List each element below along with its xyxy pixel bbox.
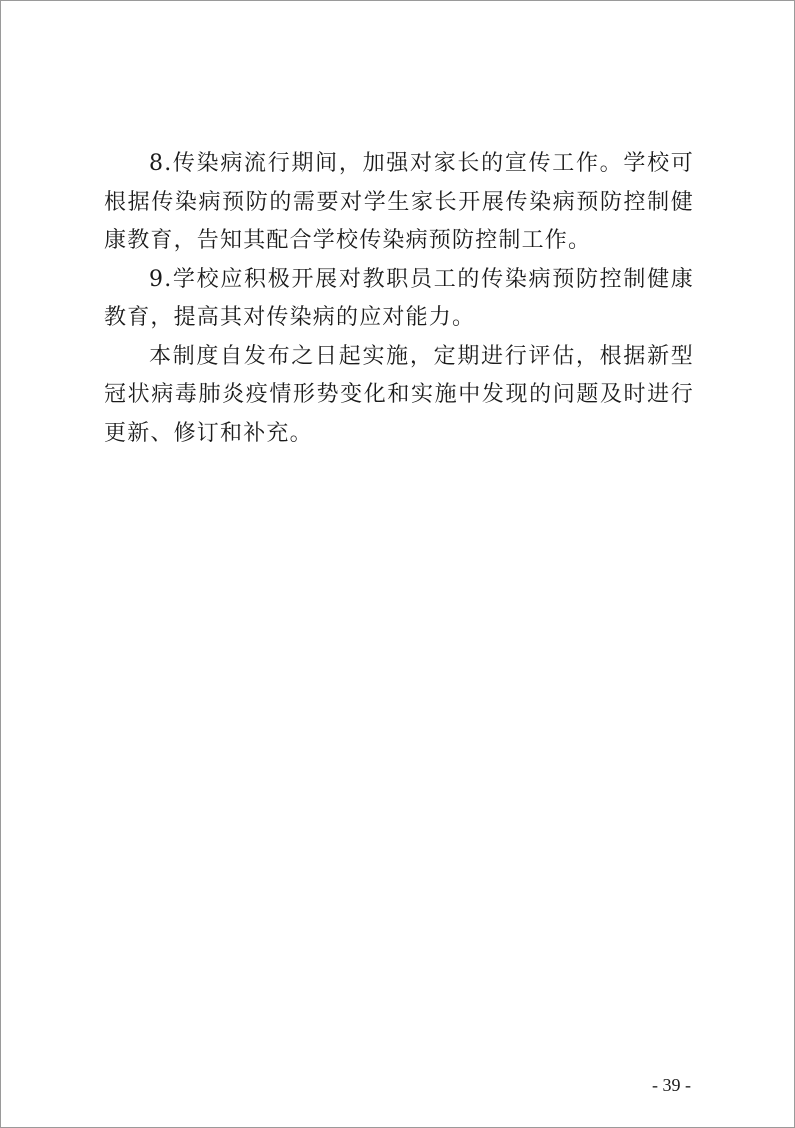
page-number: - 39 - [652,1075,691,1095]
paragraph-item-9: 9.学校应积极开展对教职员工的传染病预防控制健康教育，提高其对传染病的应对能力。 [104,266,694,330]
document-body [104,145,694,453]
paragraph-effective-date: 本制度自发布之日起实施，定期进行评估，根据新型冠状病毒肺炎疫情形势变化和实施中发现的问题及时进行更新、修订和补充。 [104,343,694,446]
paragraph-item-8: 8.传染病流行期间，加强对家长的宣传工作。学校可根据传染病预防的需要对学生家长开展传染病预防控制健康教育，告知其配合学校传染病预防控制工作。 [104,151,694,253]
